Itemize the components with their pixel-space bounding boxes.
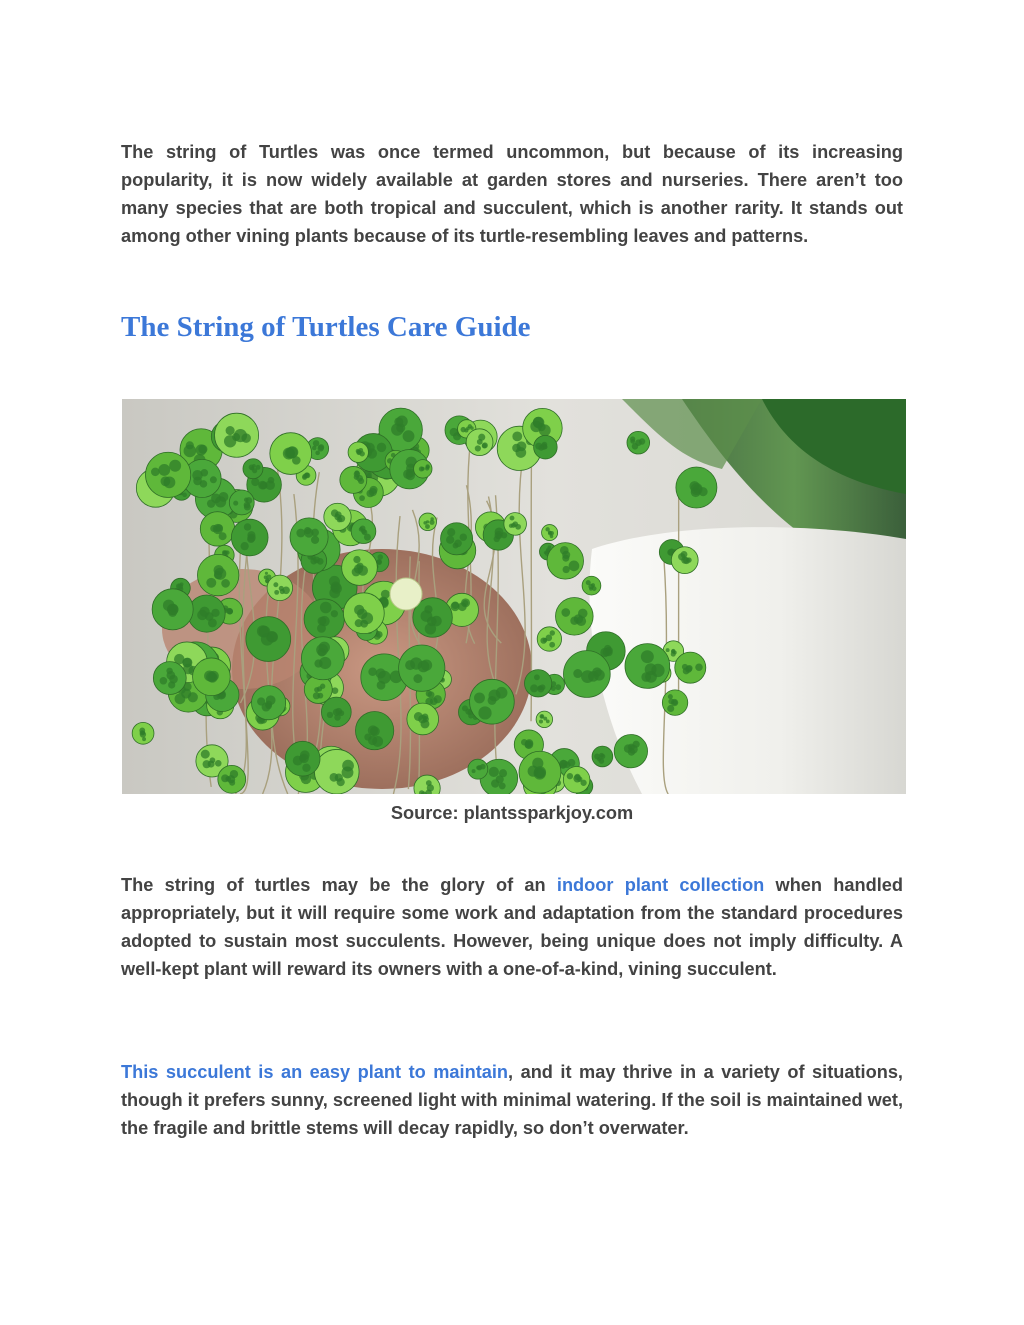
maintenance-paragraph — [121, 1058, 903, 1142]
easy-plant-to-maintain-link[interactable]: This succulent is an easy plant to maintain — [121, 1062, 509, 1082]
indoor-plant-collection-link[interactable]: indoor plant collection — [556, 875, 765, 895]
image-caption: Source: plantssparkjoy.com — [390, 803, 634, 823]
care-text-before-link: The string of turtles may be the glory of an — [121, 875, 557, 895]
intro-paragraph: The string of Turtles was once termed uncommon, but because of its increasing popularity, it is now widely available at garden stores and nurseries. There aren’t too many species that are both tropical and succulent, which is another rarity. It stands out among other vining plants because of its turtle-resembling leaves and patterns. — [121, 142, 903, 246]
care-text-after-link: when handled appropriately, but it will require some work and adaptation from the standard procedures adopted to sustain most succulents. However, being unique does not imply difficulty. A well-kept plant will reward its owners with a one-of-a-kind, vining succulent. — [121, 875, 904, 979]
maintenance-text: , and it may thrive in a variety of situations, though it prefers sunny, screened light with minimal watering. If the soil is maintained wet, the fragile and brittle stems will decay rapidly, so don’t overwater. — [121, 1062, 903, 1138]
care-paragraph — [121, 871, 903, 983]
string-of-turtles-photo — [122, 399, 906, 794]
section-heading: The String of Turtles Care Guide — [121, 311, 531, 343]
